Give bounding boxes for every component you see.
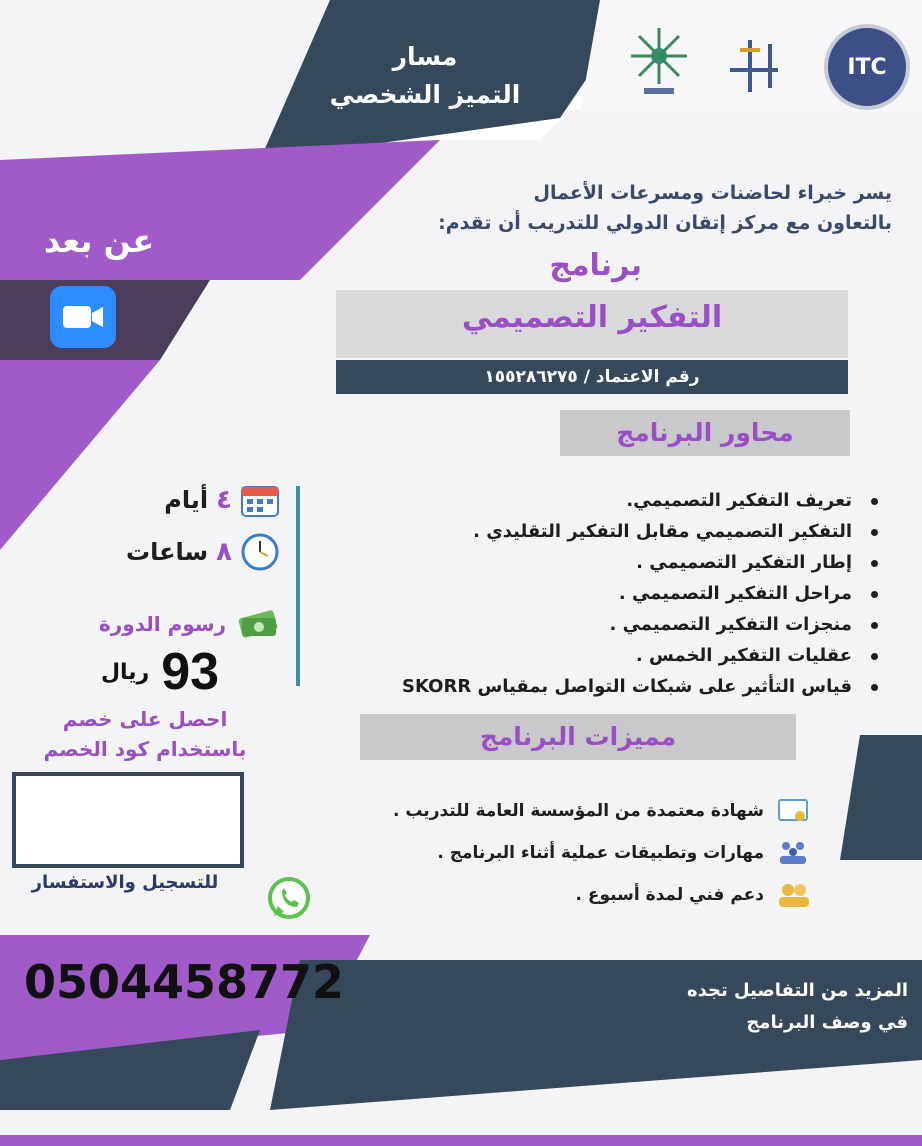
register-label: للتسجيل والاستفسار xyxy=(31,872,219,893)
track-title-line1: مسار xyxy=(392,42,458,71)
feature-item xyxy=(290,796,810,826)
list-item xyxy=(318,671,878,702)
axis-item-text: مراحل التفكير التصميمي . xyxy=(618,583,852,604)
feature-item xyxy=(290,880,810,910)
fee-row xyxy=(40,606,280,642)
footer-line1: المزيد من التفاصيل تجده xyxy=(686,980,908,1001)
money-icon xyxy=(236,606,280,642)
bullet-icon xyxy=(871,622,878,629)
footer-note xyxy=(608,975,908,1039)
discount-line2: باستخدام كود الخصم xyxy=(43,737,247,761)
accreditation-number: رقم الاعتماد / ١٥٥٢٨٦٢٧٥ xyxy=(336,360,848,394)
days-label: أيام xyxy=(164,486,209,514)
bullet-icon xyxy=(871,684,878,691)
feature-text: مهارات وتطبيقات عملية أثناء البرنامج . xyxy=(437,843,764,863)
intro-line2: بالتعاون مع مركز إتقان الدولي للتدريب أن تقدم: xyxy=(438,212,892,234)
bullet-icon xyxy=(871,653,878,660)
track-title-line2: التميز الشخصي xyxy=(329,80,521,109)
axis-item-text: إطار التفكير التصميمي . xyxy=(636,552,852,573)
discount-code-box xyxy=(12,772,244,868)
list-item xyxy=(318,547,878,578)
list-item xyxy=(318,485,878,516)
hours-info xyxy=(60,532,280,572)
price-row xyxy=(60,642,260,702)
price-value: 93 xyxy=(161,643,220,701)
days-number: ٤ xyxy=(216,485,232,515)
axis-item-text: قياس التأثير على شبكات التواصل بمقياس SKORR xyxy=(402,676,852,697)
bullet-icon xyxy=(871,498,878,505)
track-title xyxy=(280,28,570,148)
axis-item-text: منجزات التفكير التصميمي . xyxy=(609,614,852,635)
axis-item-text: تعريف التفكير التصميمي. xyxy=(626,490,852,511)
feature-item xyxy=(290,838,810,868)
team-icon xyxy=(776,838,810,868)
intro-line1: يسر خبراء لحاضنات ومسرعات الأعمال xyxy=(533,182,892,204)
certificate-icon xyxy=(776,796,810,826)
intro-text xyxy=(332,178,892,238)
hours-label: ساعات xyxy=(125,538,209,566)
features-heading: مميزات البرنامج xyxy=(479,722,677,751)
clock-icon xyxy=(240,532,280,572)
divider-line xyxy=(296,486,300,686)
bullet-icon xyxy=(871,560,878,567)
axis-item-text: عقليات التفكير الخمس . xyxy=(635,645,852,666)
bullet-icon xyxy=(871,591,878,598)
axes-heading: محاور البرنامج xyxy=(616,418,794,447)
feature-text: شهادة معتمدة من المؤسسة العامة للتدريب . xyxy=(392,801,764,821)
list-item xyxy=(318,516,878,547)
itc-logo xyxy=(824,24,910,110)
fee-label: رسوم الدورة xyxy=(98,612,226,636)
discount-text xyxy=(0,704,290,764)
currency-label: ريال xyxy=(100,659,150,685)
support-icon xyxy=(776,880,810,910)
hours-number: ٨ xyxy=(216,537,232,567)
list-item xyxy=(318,578,878,609)
calendar-icon xyxy=(240,482,280,518)
zoom-icon xyxy=(50,286,116,348)
program-title: التفكير التصميمي xyxy=(461,300,723,335)
bullet-icon xyxy=(871,529,878,536)
days-info xyxy=(60,480,280,520)
feature-text: دعم فني لمدة أسبوع . xyxy=(575,885,764,905)
phone-number[interactable]: 0504458772 xyxy=(24,955,345,1009)
discount-line1: احصل على خصم xyxy=(62,707,228,731)
khubara-logo xyxy=(720,30,790,100)
vision-logo xyxy=(624,24,694,100)
program-word: برنامج xyxy=(549,248,642,283)
list-item xyxy=(318,640,878,671)
remote-label: عن بعد xyxy=(43,222,155,260)
axes-list xyxy=(318,485,878,702)
itc-logo-text: ITC xyxy=(847,54,887,80)
axis-item-text: التفكير التصميمي مقابل التفكير التقليدي . xyxy=(473,521,852,542)
footer-line2: في وصف البرنامج xyxy=(746,1012,908,1033)
list-item xyxy=(318,609,878,640)
